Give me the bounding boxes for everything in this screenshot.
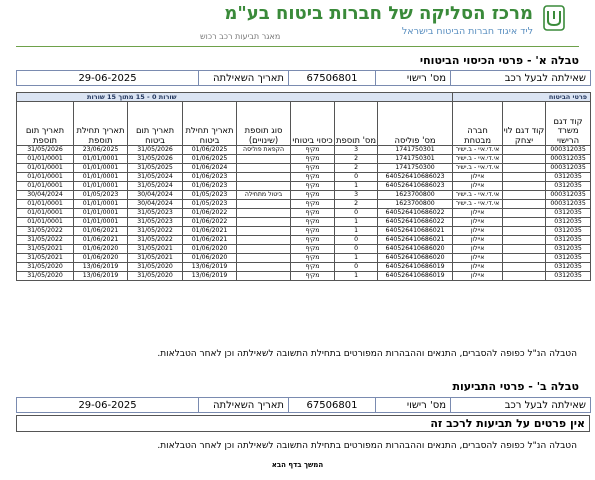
table-cell: 000312035 bbox=[546, 155, 591, 164]
table-row bbox=[17, 146, 591, 155]
column-header: קוד דגם לוי יצחק bbox=[503, 102, 546, 146]
table-cell: 31/05/2023 bbox=[128, 209, 183, 218]
table-cell: 31/05/2020 bbox=[128, 263, 183, 272]
rows-count: שורות 0 - 15 מתוך 15 שורות bbox=[17, 93, 453, 102]
table-cell: 31/05/2022 bbox=[17, 227, 74, 236]
table-row bbox=[17, 245, 591, 254]
table-row bbox=[17, 173, 591, 182]
company-title: מרכז הסליקה של חברות ביטוח בע"מ bbox=[224, 3, 533, 24]
table-cell: 0 bbox=[335, 209, 378, 218]
table-cell: איילון bbox=[453, 245, 503, 254]
table-cell: 0312035 bbox=[546, 218, 591, 227]
table-cell: 31/05/2022 bbox=[128, 236, 183, 245]
table-row bbox=[17, 191, 591, 200]
table-cell bbox=[503, 245, 546, 254]
table-row bbox=[17, 254, 591, 263]
table-cell bbox=[503, 191, 546, 200]
table-cell: 01/01/0001 bbox=[74, 155, 128, 164]
table-cell: 01/01/0001 bbox=[17, 155, 74, 164]
table-cell: 31/05/2022 bbox=[128, 227, 183, 236]
table-cell: מקיף bbox=[291, 182, 335, 191]
table-cell: 640526410686020 bbox=[378, 254, 453, 263]
table-cell: ביטול מתחילה bbox=[237, 191, 291, 200]
table-cell: 0312035 bbox=[546, 254, 591, 263]
table-cell: אי.די.איי - ב.ישיר bbox=[453, 155, 503, 164]
table-cell: איילון bbox=[453, 272, 503, 281]
table-cell: 31/05/2023 bbox=[128, 218, 183, 227]
table-cell: 1 bbox=[335, 254, 378, 263]
table-cell: איילון bbox=[453, 173, 503, 182]
license-value: 67506801 bbox=[289, 71, 376, 86]
table-cell: 01/05/2023 bbox=[183, 191, 237, 200]
table-cell: 01/01/0001 bbox=[74, 182, 128, 191]
table-cell: אי.די.איי - ב.ישיר bbox=[453, 191, 503, 200]
query-date-label: תאריך השאילתה bbox=[199, 71, 289, 86]
table-cell: 0 bbox=[335, 236, 378, 245]
database-name: מאגר תביעות רכב רכוש bbox=[200, 32, 281, 41]
table-cell: מקיף bbox=[291, 245, 335, 254]
table-cell: 01/01/0001 bbox=[74, 173, 128, 182]
table-cell: 0 bbox=[335, 245, 378, 254]
table-a-title: טבלה א' - פרטי הכיסוי הביטוחי bbox=[419, 54, 579, 67]
table-cell: 000312035 bbox=[546, 164, 591, 173]
table-cell: איילון bbox=[453, 263, 503, 272]
table-cell: מקיף bbox=[291, 254, 335, 263]
table-cell: 0 bbox=[335, 173, 378, 182]
table-cell: 3 bbox=[335, 191, 378, 200]
table-cell bbox=[237, 218, 291, 227]
table-cell bbox=[503, 263, 546, 272]
table-cell: 0 bbox=[335, 263, 378, 272]
table-cell: 0312035 bbox=[546, 209, 591, 218]
table-cell: איילון bbox=[453, 227, 503, 236]
table-cell: 1 bbox=[335, 182, 378, 191]
table-cell bbox=[237, 155, 291, 164]
table-row bbox=[17, 236, 591, 245]
table-cell: 3 bbox=[335, 146, 378, 155]
header-divider bbox=[16, 46, 579, 47]
table-cell: מקיף bbox=[291, 146, 335, 155]
table-cell: 01/01/0001 bbox=[17, 173, 74, 182]
table-cell: איילון bbox=[453, 182, 503, 191]
table-b-query-info bbox=[16, 397, 591, 413]
table-cell: מקיף bbox=[291, 218, 335, 227]
table-cell: מקיף bbox=[291, 209, 335, 218]
table-cell: מקיף bbox=[291, 227, 335, 236]
table-row bbox=[17, 263, 591, 272]
table-cell bbox=[503, 146, 546, 155]
table-cell: 640526410686019 bbox=[378, 263, 453, 272]
table-cell: 01/06/2021 bbox=[183, 236, 237, 245]
table-cell: 01/06/2020 bbox=[183, 254, 237, 263]
table-cell: 01/05/2023 bbox=[74, 191, 128, 200]
table-cell: 01/06/2021 bbox=[74, 227, 128, 236]
table-cell: אי.די.איי - ב.ישיר bbox=[453, 200, 503, 209]
table-cell: 01/01/0001 bbox=[17, 209, 74, 218]
table-a-query-info bbox=[16, 70, 591, 86]
table-cell: 01/06/2022 bbox=[183, 218, 237, 227]
company-subtitle: ליד איגוד חברות הביטוח בישראל bbox=[401, 26, 533, 37]
table-b-title: טבלה ב' - פרטי התביעות bbox=[452, 380, 579, 393]
table-cell: 31/05/2020 bbox=[17, 272, 74, 281]
table-cell: 31/05/2020 bbox=[128, 272, 183, 281]
table-cell: מקיף bbox=[291, 272, 335, 281]
table-cell: 31/05/2026 bbox=[128, 146, 183, 155]
table-cell bbox=[237, 254, 291, 263]
column-header: תאריך תום ביטוח bbox=[128, 102, 183, 146]
table-cell: 01/06/2025 bbox=[183, 155, 237, 164]
table-cell bbox=[237, 227, 291, 236]
section-label: פרטי הביטוח bbox=[453, 93, 591, 102]
table-cell bbox=[237, 263, 291, 272]
table-cell: 01/01/0001 bbox=[74, 164, 128, 173]
table-cell bbox=[503, 236, 546, 245]
license-label: מס' רישוי bbox=[376, 71, 451, 86]
table-cell: 1 bbox=[335, 272, 378, 281]
table-row bbox=[17, 218, 591, 227]
table-cell: 01/06/2023 bbox=[183, 173, 237, 182]
table-cell: 640526410686021 bbox=[378, 227, 453, 236]
table-cell: מקיף bbox=[291, 173, 335, 182]
table-cell: מקיף bbox=[291, 263, 335, 272]
table-row bbox=[17, 164, 591, 173]
table-cell: אי.די.איי - ב.ישיר bbox=[453, 146, 503, 155]
table-cell: 640526410686022 bbox=[378, 209, 453, 218]
table-cell: 31/05/2026 bbox=[17, 146, 74, 155]
table-cell: 01/06/2021 bbox=[183, 227, 237, 236]
column-headers bbox=[17, 102, 591, 146]
table-cell: 31/05/2022 bbox=[17, 236, 74, 245]
table-cell bbox=[503, 254, 546, 263]
license-label: מס' רישוי bbox=[376, 398, 451, 413]
table-cell: 0312035 bbox=[546, 182, 591, 191]
table-row bbox=[17, 155, 591, 164]
table-cell: 01/01/0001 bbox=[74, 218, 128, 227]
table-cell bbox=[237, 236, 291, 245]
table-cell: 640526410686023 bbox=[378, 173, 453, 182]
table-cell: 1 bbox=[335, 227, 378, 236]
column-header: קוד דגם משרד הרישוי bbox=[546, 102, 591, 146]
table-row bbox=[17, 209, 591, 218]
table-row bbox=[17, 227, 591, 236]
table-cell: מקיף bbox=[291, 191, 335, 200]
table-cell bbox=[237, 164, 291, 173]
table-cell: איילון bbox=[453, 209, 503, 218]
table-cell: איילון bbox=[453, 254, 503, 263]
table-cell bbox=[503, 200, 546, 209]
table-cell bbox=[503, 164, 546, 173]
table-cell: 01/06/2023 bbox=[183, 182, 237, 191]
table-cell: 01/01/0001 bbox=[17, 164, 74, 173]
table-cell: 0312035 bbox=[546, 245, 591, 254]
table-cell bbox=[503, 227, 546, 236]
table-cell: 640526410686021 bbox=[378, 236, 453, 245]
table-cell: מקיף bbox=[291, 155, 335, 164]
table-cell: 2 bbox=[335, 155, 378, 164]
table-cell: 000312035 bbox=[546, 191, 591, 200]
table-cell bbox=[503, 218, 546, 227]
table-cell: 30/04/2024 bbox=[128, 200, 183, 209]
table-cell bbox=[503, 155, 546, 164]
table-cell: 01/01/0001 bbox=[74, 200, 128, 209]
table-cell: 23/06/2025 bbox=[74, 146, 128, 155]
table-cell bbox=[237, 245, 291, 254]
table-cell: מקיף bbox=[291, 164, 335, 173]
table-cell: 2 bbox=[335, 200, 378, 209]
table-cell: 1623700800 bbox=[378, 200, 453, 209]
table-cell: 1 bbox=[335, 218, 378, 227]
column-header: תאריך תחילת ביטוח bbox=[183, 102, 237, 146]
table-cell: 1741750300 bbox=[378, 164, 453, 173]
table-cell bbox=[237, 272, 291, 281]
column-header: תאריך תחילת תוספת bbox=[74, 102, 128, 146]
table-cell: 13/06/2019 bbox=[183, 263, 237, 272]
query-date-value: 29-06-2025 bbox=[17, 71, 199, 86]
table-cell bbox=[503, 182, 546, 191]
column-header: מס' פוליסה bbox=[378, 102, 453, 146]
table-cell: מקיף bbox=[291, 200, 335, 209]
table-cell: הקפאת פוליסה bbox=[237, 146, 291, 155]
table-cell: 0312035 bbox=[546, 227, 591, 236]
license-value: 67506801 bbox=[289, 398, 376, 413]
table-cell: 31/05/2025 bbox=[128, 164, 183, 173]
query-label: שאילתה לבעל רכב bbox=[451, 398, 591, 413]
table-cell: 31/05/2026 bbox=[128, 155, 183, 164]
table-cell: איילון bbox=[453, 218, 503, 227]
table-cell: 13/06/2019 bbox=[183, 272, 237, 281]
table-cell: 31/05/2021 bbox=[17, 254, 74, 263]
table-cell bbox=[237, 182, 291, 191]
table-cell bbox=[503, 272, 546, 281]
table-row bbox=[17, 182, 591, 191]
table-cell bbox=[237, 200, 291, 209]
column-header: סוג תוספת (שינויים) bbox=[237, 102, 291, 146]
table-cell: 1623700800 bbox=[378, 191, 453, 200]
table-cell: 01/06/2022 bbox=[183, 209, 237, 218]
table-cell: 13/06/2019 bbox=[74, 272, 128, 281]
table-cell: 31/05/2021 bbox=[128, 245, 183, 254]
table-cell: 0312035 bbox=[546, 236, 591, 245]
table-cell: 640526410686023 bbox=[378, 182, 453, 191]
table-cell: 0312035 bbox=[546, 263, 591, 272]
table-cell: 31/05/2021 bbox=[17, 245, 74, 254]
column-header: כיסוי ביטוחי bbox=[291, 102, 335, 146]
table-cell: 31/05/2020 bbox=[17, 263, 74, 272]
table-cell: 000312035 bbox=[546, 146, 591, 155]
table-cell: 000312035 bbox=[546, 200, 591, 209]
company-logo-icon bbox=[543, 5, 565, 31]
table-cell: 31/05/2024 bbox=[128, 182, 183, 191]
table-cell: 640526410686020 bbox=[378, 245, 453, 254]
table-cell bbox=[503, 209, 546, 218]
table-cell: 2 bbox=[335, 164, 378, 173]
table-row bbox=[17, 272, 591, 281]
table-cell: 01/01/0001 bbox=[17, 182, 74, 191]
table-cell: 01/01/0001 bbox=[74, 209, 128, 218]
table-cell: 01/05/2023 bbox=[183, 200, 237, 209]
table-a-note: הטבלה הנ"ל כפופה להסברים, התנאים וההבהרות המפורטים בתחילת התשובה לשאילתה וכן לאחר הטבלאות. bbox=[157, 349, 577, 359]
table-cell: 1741750301 bbox=[378, 155, 453, 164]
continued-next-page: המשך בדף הבא bbox=[271, 461, 324, 469]
table-cell: 01/01/0001 bbox=[17, 218, 74, 227]
table-cell bbox=[237, 173, 291, 182]
table-cell: 0312035 bbox=[546, 272, 591, 281]
table-b-note: הטבלה הנ"ל כפופה להסברים, התנאים וההבהרות המפורטים בתחילת התשובה לשאילתה וכן לאחר הטבלאות. bbox=[157, 441, 577, 451]
table-cell: איילון bbox=[453, 236, 503, 245]
column-header: מס' תוספת bbox=[335, 102, 378, 146]
table-cell: 31/05/2024 bbox=[128, 173, 183, 182]
table-cell bbox=[503, 173, 546, 182]
no-claims-message: אין פרטים על תביעות לרכב זה bbox=[16, 415, 590, 432]
insurance-coverage-table bbox=[16, 92, 591, 281]
table-cell: 13/06/2019 bbox=[74, 263, 128, 272]
table-cell: 31/05/2021 bbox=[128, 254, 183, 263]
table-cell: 01/06/2020 bbox=[183, 245, 237, 254]
table-cell: 640526410686022 bbox=[378, 218, 453, 227]
table-cell: 01/06/2025 bbox=[183, 146, 237, 155]
table-cell bbox=[237, 209, 291, 218]
query-date-label: תאריך השאילתה bbox=[199, 398, 289, 413]
table-cell: מקיף bbox=[291, 236, 335, 245]
table-cell: 640526410686019 bbox=[378, 272, 453, 281]
table-cell: 30/04/2024 bbox=[128, 191, 183, 200]
table-cell: 1741750301 bbox=[378, 146, 453, 155]
table-cell: 01/01/0001 bbox=[17, 200, 74, 209]
table-cell: 01/06/2020 bbox=[74, 254, 128, 263]
column-header: תאריך תום תוספת bbox=[17, 102, 74, 146]
table-cell: 01/06/2021 bbox=[74, 236, 128, 245]
table-cell: 01/06/2024 bbox=[183, 164, 237, 173]
table-row bbox=[17, 200, 591, 209]
column-header: חברה מבטחת bbox=[453, 102, 503, 146]
table-cell: 01/06/2020 bbox=[74, 245, 128, 254]
query-label: שאילתה לבעל רכב bbox=[451, 71, 591, 86]
query-date-value: 29-06-2025 bbox=[17, 398, 199, 413]
table-cell: אי.די.איי - ב.ישיר bbox=[453, 164, 503, 173]
table-cell: 30/04/2024 bbox=[17, 191, 74, 200]
table-cell: 0312035 bbox=[546, 173, 591, 182]
